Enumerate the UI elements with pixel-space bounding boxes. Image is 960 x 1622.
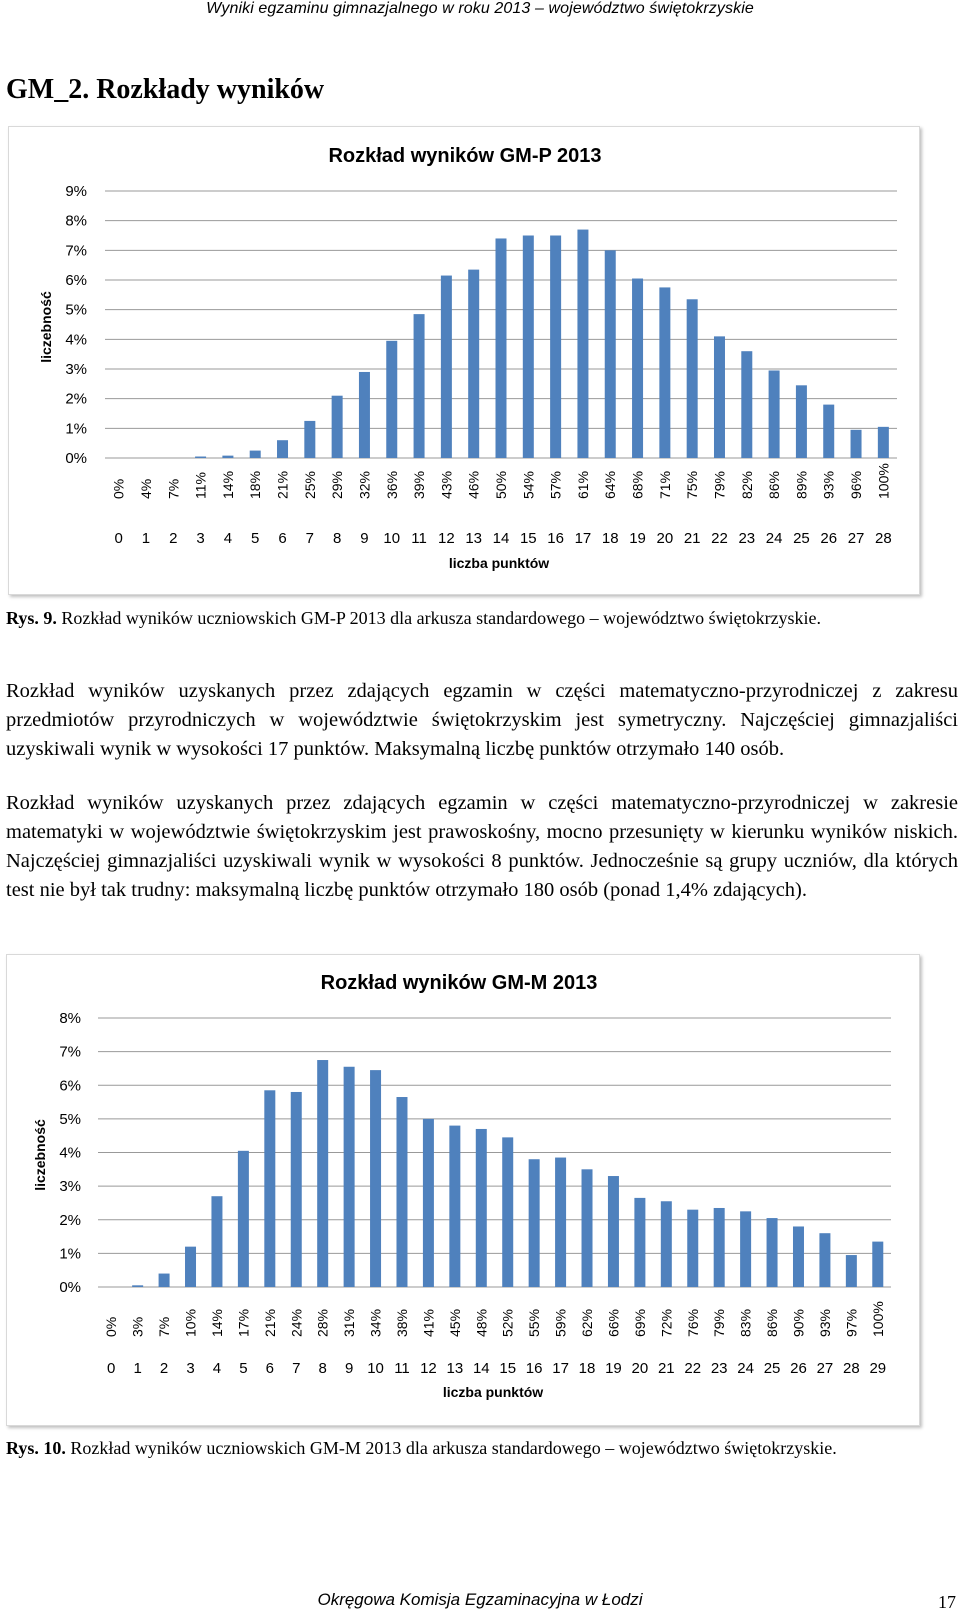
chart1-y-tick-label: 7% [65,242,87,260]
section-title: GM_2. Rozkłady wyników [6,74,325,105]
chart2-percent-label: 14% [208,1308,225,1337]
chart1-x-tick-label: 28 [875,530,892,547]
chart2-percent-label: 90% [790,1308,807,1337]
chart2-x-tick-label: 0 [107,1360,116,1377]
chart2-y-tick-label: 8% [59,1010,81,1027]
chart2-percent-label: 34% [367,1308,384,1337]
chart1-bar [577,230,588,458]
chart1-x-tick-label: 23 [738,530,756,547]
chart2-percent-label: 28% [314,1308,331,1337]
chart2-x-tick-label: 25 [763,1360,781,1377]
chart2-bar [238,1151,249,1287]
chart2-x-tick-label: 23 [710,1360,728,1377]
chart2-percent-label: 52% [499,1308,516,1337]
chart2-bar [423,1119,434,1287]
chart1-bar [468,270,479,458]
chart1-y-tick-label: 4% [65,331,87,349]
chart2-percent-label: 62% [579,1308,596,1337]
chart1-bar [851,430,862,458]
chart1-x-tick-label: 9 [360,530,369,547]
chart2-bar [687,1210,698,1287]
chart2-bar [846,1255,857,1287]
chart1-x-axis-label: liczba punktów [448,555,550,571]
chart2-x-tick-label: 9 [344,1360,354,1377]
chart2-x-tick-label: 12 [420,1360,437,1377]
figure-10-number: Rys. 10. [6,1438,66,1458]
chart2-bar [344,1067,355,1287]
chart2-bar [264,1090,275,1287]
chart1-bar [796,385,807,458]
chart2-percent-label: 97% [843,1308,860,1337]
chart2-bar [582,1169,593,1287]
chart1-percent-label: 86% [766,470,783,499]
chart1-bar [359,372,370,458]
chart1-bar [441,276,452,458]
figure-9-text: Rozkład wyników uczniowskich GM-P 2013 dla arkusza standardowego – województwo świętokrzyskie. [61,608,822,628]
chart2-percent-label: 48% [473,1308,490,1337]
chart2-x-tick-label: 7 [292,1360,301,1377]
chart2-y-tick-label: 7% [59,1043,81,1061]
chart1-percent-label: 89% [793,470,810,499]
chart2-x-tick-label: 15 [499,1360,517,1377]
chart1-percent-label: 93% [820,470,837,499]
chart2-y-tick-label: 5% [59,1110,81,1128]
chart2-bar [396,1097,407,1287]
chart1-x-tick-label: 18 [601,530,619,547]
chart2-percent-label: 10% [182,1308,199,1337]
chart2-percent-label: 69% [631,1308,648,1337]
chart1-y-tick-label: 9% [65,183,87,200]
chart2-x-tick-label: 19 [605,1360,622,1377]
chart2-x-tick-label: 17 [552,1360,569,1377]
chart2-bar [132,1285,143,1287]
chart1-bar [414,314,425,458]
chart1-y-tick-label: 8% [65,212,87,230]
chart2-x-tick-label: 16 [525,1360,543,1377]
chart2-x-tick-label: 10 [367,1360,384,1377]
chart-gm-p [8,126,920,595]
chart2-bar [767,1218,778,1287]
chart1-x-tick-label: 24 [765,530,783,547]
chart2-percent-label: 76% [684,1308,701,1337]
chart1-bar [769,370,780,458]
chart1-x-tick-label: 12 [438,530,455,547]
chart2-percent-label: 41% [420,1308,437,1337]
chart2-bar [317,1060,328,1287]
chart1-bar [714,336,725,458]
chart2-title: Rozkład wyników GM-M 2013 [320,972,598,994]
chart1-x-tick-label: 3 [196,530,205,547]
chart2-x-tick-label: 13 [446,1360,464,1377]
chart2-y-tick-label: 1% [59,1245,81,1263]
chart2-y-axis-label: liczebność [32,1119,48,1191]
chart1-percent-label: 61% [574,470,591,499]
chart1-bar [741,351,752,458]
chart1-bar [659,287,670,458]
chart1-y-tick-label: 1% [65,420,87,438]
chart2-x-tick-label: 3 [186,1360,195,1377]
chart1-percent-label: 4% [137,478,154,499]
chart2-x-tick-label: 29 [869,1360,887,1377]
chart1-x-tick-label: 20 [656,530,674,547]
chart1-percent-label: 71% [656,470,673,499]
chart1-title: Rozkład wyników GM-P 2013 [328,145,602,167]
chart2-percent-label: 3% [129,1316,146,1337]
chart2-x-tick-label: 8 [318,1360,327,1377]
chart1-bar [386,341,397,458]
chart2-x-tick-label: 18 [578,1360,596,1377]
chart1-percent-label: 75% [684,470,701,499]
chart1-x-tick-label: 8 [332,530,342,547]
chart2-bar [819,1233,830,1287]
page-footer: Okręgowa Komisja Egzaminacyjna w Łodzi [317,1590,643,1609]
chart1-percent-label: 36% [383,470,400,499]
chart2-percent-label: 24% [288,1308,305,1337]
chart2-bar [159,1274,170,1287]
chart2-percent-label: 38% [393,1308,410,1337]
chart2-percent-label: 93% [816,1308,833,1337]
chart2-x-tick-label: 1 [133,1360,142,1377]
chart2-x-tick-label: 11 [394,1360,410,1377]
chart2-bar [291,1092,302,1287]
chart2-x-tick-label: 21 [657,1360,675,1377]
chart1-percent-label: 54% [520,470,537,499]
chart1-x-tick-label: 26 [820,530,838,547]
chart2-x-axis-label: liczba punktów [442,1384,544,1400]
chart2-y-tick-label: 6% [59,1077,81,1095]
chart1-x-tick-label: 1 [141,530,151,547]
chart2-bar [476,1129,487,1287]
chart1-x-tick-label: 21 [683,530,701,547]
chart1-x-tick-label: 27 [847,530,865,547]
chart1-percent-label: 79% [711,470,728,499]
paragraph-2: Rozkład wyników uzyskanych przez zdających egzamin w części matematyczno-przyrodniczej w zakresie matematyki w województwie świętokrzyskim jest prawoskośny, mocno przesunięty w kierunku wyników niskich. Najczęściej gimnazjaliści uzyskiwali wynik w wysokości 8 punktów. Jednocześnie są grupy uczniów, dla których test nie był tak trudny: maksymalną liczbę punktów otrzymało 180 osób (ponad 1,4% zdających). [6,792,958,901]
chart2-percent-label: 83% [737,1308,754,1337]
chart2-x-tick-label: 27 [816,1360,834,1377]
chart2-x-tick-label: 14 [472,1360,490,1377]
chart1-x-tick-label: 10 [383,530,401,547]
chart1-percent-label: 46% [465,470,482,499]
figure-10-caption [6,1436,958,1460]
chart2-bar [793,1226,804,1287]
chart1-percent-label: 82% [738,470,755,499]
chart1-y-tick-label: 3% [65,361,87,378]
chart2-percent-label: 55% [526,1308,543,1337]
chart2-percent-label: 21% [261,1308,278,1337]
chart2-percent-label: 59% [552,1308,569,1337]
chart1-percent-label: 21% [274,470,291,499]
chart-gm-p-svg [9,127,919,594]
chart1-y-axis-label: liczebność [38,291,54,363]
chart1-y-tick-label: 5% [65,301,87,319]
chart2-y-tick-label: 3% [59,1178,81,1196]
chart2-x-tick-label: 20 [631,1360,649,1377]
chart1-y-tick-label: 2% [65,390,87,408]
chart1-bar [304,421,315,458]
chart2-x-tick-label: 2 [159,1360,169,1377]
chart1-x-tick-label: 7 [305,530,314,547]
chart1-bar [222,456,233,458]
chart1-x-tick-label: 4 [223,530,233,547]
chart1-percent-label: 11% [192,472,209,499]
chart2-bar [502,1137,513,1287]
chart2-bar [740,1211,751,1287]
chart2-bar [872,1242,883,1287]
chart1-percent-label: 18% [247,470,264,499]
chart1-y-tick-label: 6% [65,272,87,289]
chart1-percent-label: 100% [875,463,892,499]
chart1-percent-label: 64% [602,470,619,499]
chart2-percent-label: 17% [235,1308,252,1337]
chart1-x-tick-label: 15 [519,530,537,547]
chart2-percent-label: 45% [446,1308,463,1337]
figure-9-number: Rys. 9. [6,608,57,628]
chart1-x-tick-label: 25 [793,530,810,547]
chart1-percent-label: 57% [547,470,564,499]
figure-9-caption [6,606,958,630]
chart1-bar [605,250,616,458]
chart1-bar [332,396,343,458]
chart1-percent-label: 96% [848,470,865,499]
chart1-percent-label: 29% [329,470,346,499]
chart1-percent-label: 43% [438,470,455,499]
chart1-percent-label: 0% [110,478,127,499]
chart1-x-tick-label: 13 [465,530,483,547]
chart1-bar [823,405,834,458]
chart1-x-tick-label: 16 [547,530,564,547]
chart2-x-tick-label: 22 [684,1360,702,1377]
chart1-y-tick-label: 0% [65,450,87,467]
chart2-percent-label: 72% [658,1308,675,1337]
chart2-bar [185,1247,196,1287]
chart2-x-tick-label: 24 [737,1360,754,1377]
chart1-bar [250,451,261,458]
chart1-bar [496,238,507,458]
chart2-percent-label: 66% [605,1308,622,1337]
chart1-percent-label: 14% [219,470,236,499]
chart2-y-tick-label: 0% [59,1279,81,1296]
chart-gm-m-svg [7,955,919,1425]
chart1-x-tick-label: 6 [278,530,287,547]
chart1-bar [277,440,288,458]
chart2-percent-label: 0% [103,1316,120,1337]
chart1-x-tick-label: 5 [251,530,260,547]
chart2-percent-label: 86% [764,1308,781,1337]
chart1-bar [550,236,561,459]
chart2-bar [529,1159,540,1287]
chart2-percent-label: 31% [341,1308,358,1337]
chart1-percent-label: 50% [493,470,509,499]
chart2-x-tick-label: 28 [843,1360,860,1377]
page-number: 17 [938,1592,956,1612]
chart1-x-tick-label: 11 [411,530,427,547]
chart2-bar [370,1070,381,1287]
chart1-x-tick-label: 22 [711,530,728,547]
chart2-bar [211,1196,222,1287]
chart2-bar [661,1201,672,1287]
chart1-x-tick-label: 14 [492,530,510,547]
chart2-percent-label: 100% [869,1301,886,1337]
chart2-x-tick-label: 4 [212,1360,222,1377]
chart1-x-tick-label: 19 [629,530,646,547]
chart1-bar [195,457,206,458]
chart2-percent-label: 7% [156,1316,173,1337]
chart-gm-m [6,954,920,1426]
chart2-bar [634,1198,645,1287]
chart1-bar [687,299,698,458]
chart2-y-tick-label: 2% [59,1211,81,1229]
figure-10-text: Rozkład wyników uczniowskich GM-M 2013 dla arkusza standardowego – województwo świętokrzyskie. [70,1438,837,1458]
chart2-x-tick-label: 6 [265,1360,274,1377]
chart1-x-tick-label: 0 [114,530,123,547]
paragraph-1: Rozkład wyników uzyskanych przez zdających egzamin w części matematyczno-przyrodniczej z zakresu przedmiotów przyrodniczych w województwie świętokrzyskim jest symetryczny. Najczęściej gimnazjaliści uzyskiwali wynik w wysokości 17 punktów. Maksymalną liczbę punktów otrzymało 140 osób. [6,680,958,760]
page-header: Wyniki egzaminu gimnazjalnego w roku 2013 – województwo świętokrzyskie [206,0,754,17]
chart1-bar [632,279,643,458]
chart2-x-tick-label: 26 [790,1360,807,1377]
chart2-bar [449,1126,460,1287]
chart2-percent-label: 79% [711,1308,728,1337]
chart2-bar [608,1176,619,1287]
chart2-y-tick-label: 4% [59,1144,81,1162]
chart1-percent-label: 68% [629,470,646,499]
chart2-bar [555,1158,566,1287]
chart1-percent-label: 39% [411,470,428,499]
chart2-bar [714,1208,725,1287]
chart2-x-tick-label: 5 [239,1360,248,1377]
chart1-percent-label: 25% [301,470,318,499]
chart1-percent-label: 7% [165,478,182,499]
chart1-bar [878,427,889,458]
chart1-percent-label: 32% [356,470,373,499]
chart1-bar [523,236,534,459]
chart1-x-tick-label: 17 [574,530,592,547]
chart1-x-tick-label: 2 [169,530,178,547]
